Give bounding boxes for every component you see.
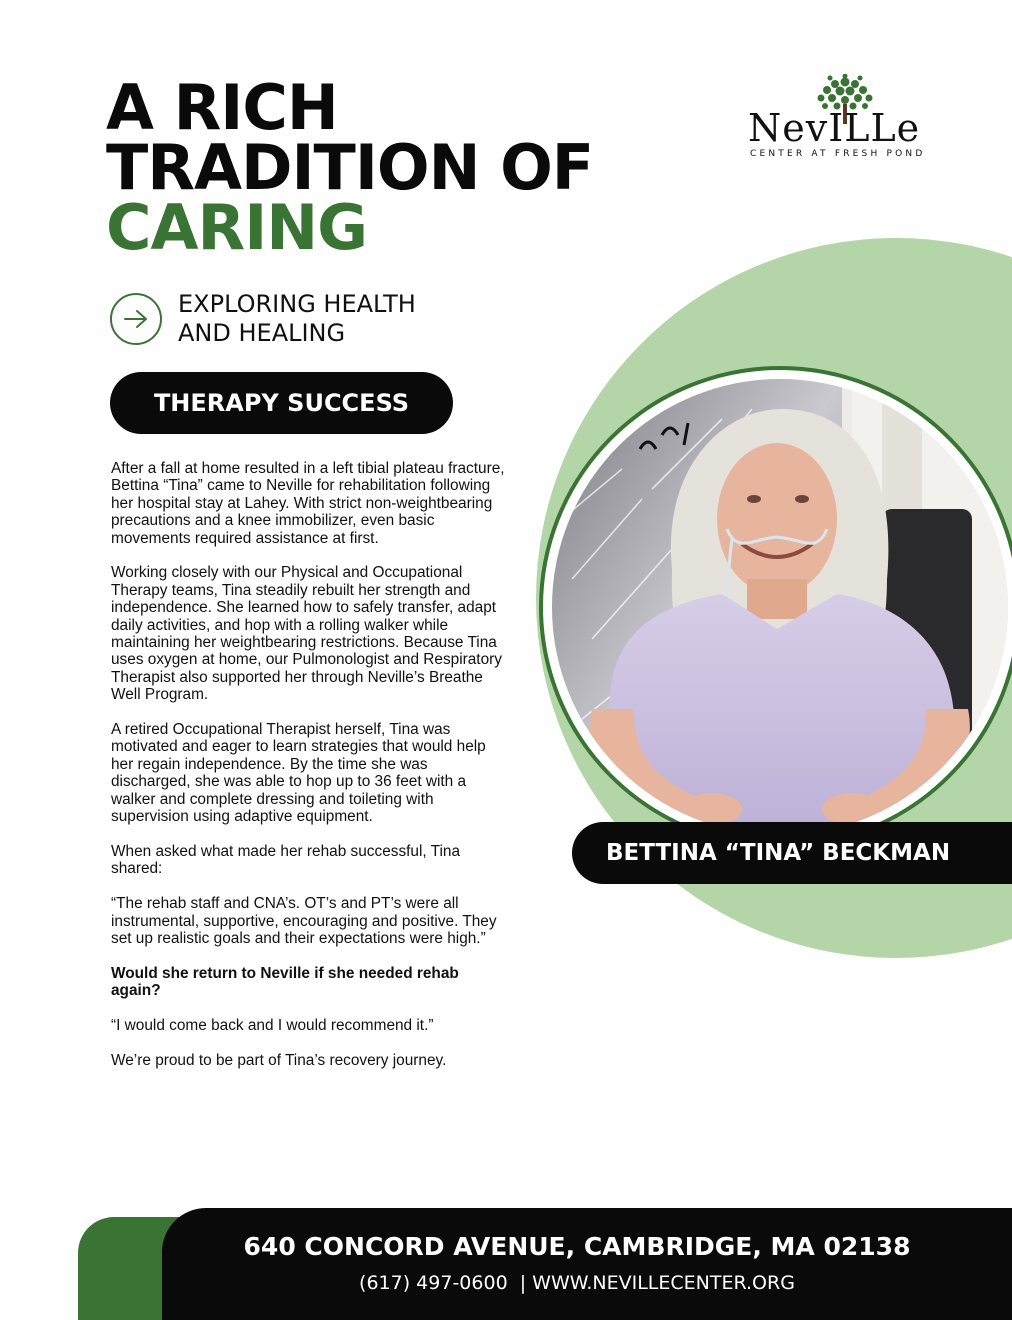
story-paragraph-4: When asked what made her rehab successful, Tina shared: [111,842,461,878]
headline-line-3: CARING [106,191,368,264]
footer-address: 640 CONCORD AVENUE, CAMBRIDGE, MA 02138 [243,1232,911,1261]
patient-photo [552,379,1008,835]
story-paragraph-2: Working closely with our Physical and Occupational Therapy teams, Tina steadily rebuilt her strength and independence. She learned how to safely transfer, adapt daily activities, and hop with a rolling walker while maintaining her weightbearing restrictions. Because Tina uses oxygen at home, our Pulmonologist and Respiratory Therapist also supported her through Neville’s Breathe Well Program. [111,564,502,704]
neville-logo [748,72,940,164]
headline [106,71,594,264]
story-question: Would she return to Neville if she needed rehab again? [111,964,459,1000]
logo-subtitle: CENTER AT FRESH POND [750,149,926,159]
headline-line-2: TRADITION OF [106,131,594,204]
section-title-line-1: EXPLORING HEALTH [178,290,416,318]
section-label [110,290,478,348]
story-body [111,460,511,1087]
headline-line-1: A RICH [106,71,338,144]
patient-answer: “I would come back and I would recommend it.” [111,1016,434,1034]
footer [162,1208,1012,1320]
story-paragraph-1: After a fall at home resulted in a left tibial plateau fracture, Bettina “Tina” came to Neville for rehabilitation following her hospital stay at Lahey. With strict non-weightbearing precautions and a knee immobilizer, even basic movements required assistance at first. [111,460,505,547]
section-title [178,290,478,348]
patient-name-banner: BETTINA “TINA” BECKMAN [572,822,1012,884]
section-title-line-2: AND HEALING [178,319,346,347]
logo-wordmark: NevILLe [748,106,921,150]
footer-contact: (617) 497-0600 | WWW.NEVILLECENTER.ORG [359,1272,795,1294]
arrow-right-icon [110,293,162,345]
story-paragraph-3: A retired Occupational Therapist herself, Tina was motivated and eager to learn strategies that would help her regain independence. By the time she was discharged, she was able to hop up to 36 feet with a walker and complete dressing and toileting with supervision using adaptive equipment. [111,721,486,826]
patient-quote: “The rehab staff and CNA’s. OT’s and PT’s were all instrumental, supportive, encouraging and positive. They set up realistic goals and their expectations were high.” [111,895,497,947]
therapy-success-badge: THERAPY SUCCESS [110,372,453,434]
story-closing: We’re proud to be part of Tina’s recovery journey. [111,1051,447,1069]
